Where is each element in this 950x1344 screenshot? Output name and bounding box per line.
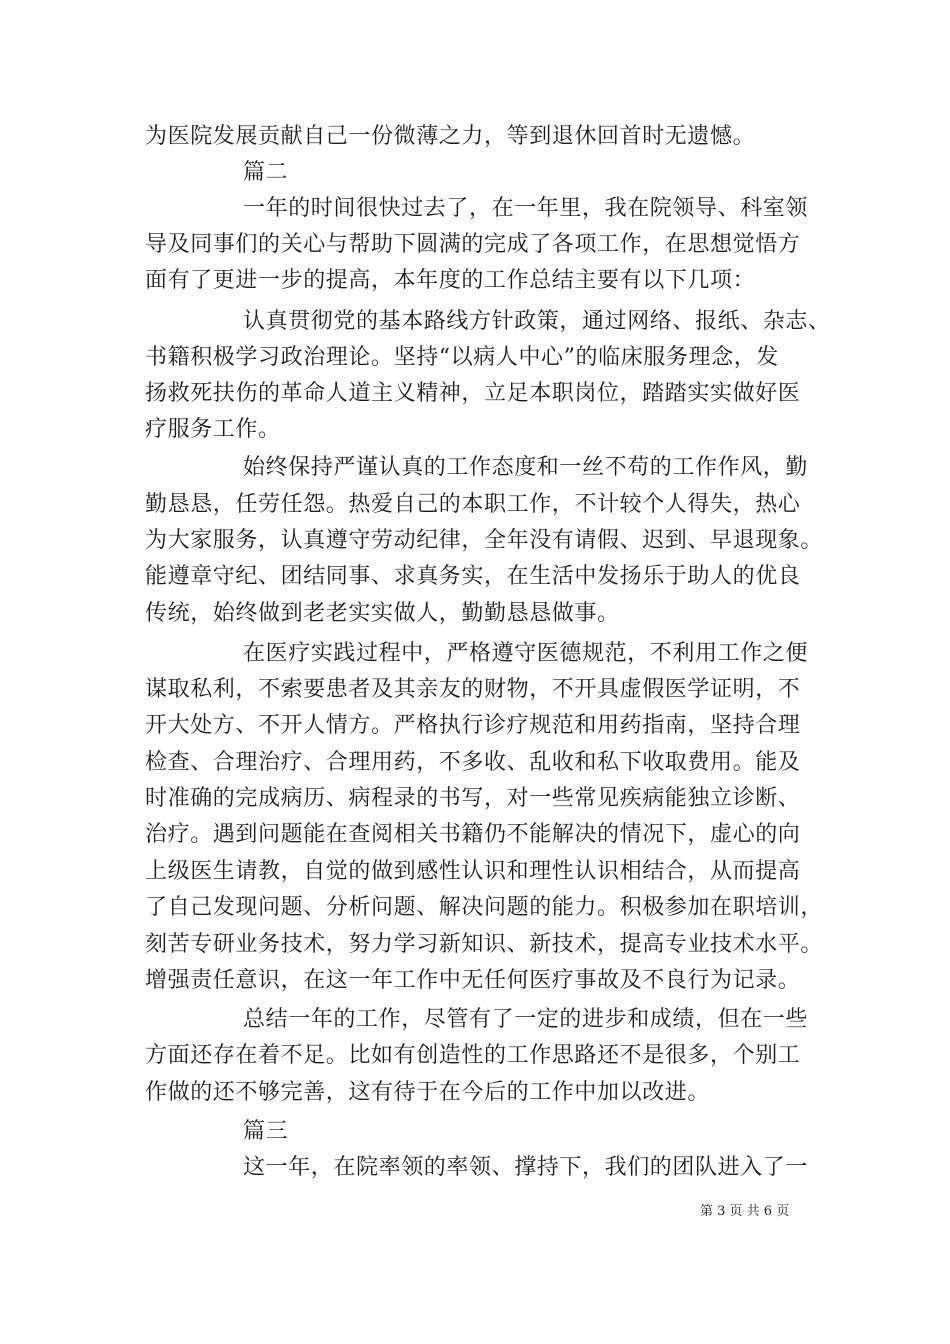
text-line: 检查、合理治疗、合理用药，不多收、乱收和私下收取费用。能及 [145,750,801,775]
text-line: 为大家服务，认真遵守劳动纪律，全年没有请假、迟到、早退现象。 [145,528,824,553]
page-number: 第 3 页 共 6 页 [700,1204,790,1219]
text-line: 一年的时间很快过去了，在一年里，我在院领导、科室领 [243,196,809,221]
text-line: 刻苦专研业务技术，努力学习新知识、新技术，提高专业技术水平。 [145,932,824,957]
text-line: 为医院发展贡献自己一份微薄之力，等到退休回首时无遗憾。 [145,124,756,149]
text-line: 能遵章守纪、团结同事、求真务实，在生活中发扬乐于助人的优良 [145,564,801,589]
text-line: 疗服务工作。 [145,417,281,442]
text-line: 书籍积极学习政治理论。坚持“以病人中心”的临床服务理念，发 [145,345,779,370]
text-line: 扬救死扶伤的革命人道主义精神，立足本职岗位，踏踏实实做好医 [145,381,801,406]
text-line: 了自己发现问题、分析问题、解决问题的能力。积极参加在职培训， [145,895,824,920]
text-line: 总结一年的工作，尽管有了一定的进步和成绩，但在一些 [243,1007,809,1032]
text-line: 增强责任意识，在这一年工作中无任何医疗事故及不良行为记录。 [145,968,801,993]
text-line: 在医疗实践过程中，严格遵守医德规范，不利用工作之便 [243,641,809,666]
text-line: 作做的还不够完善，这有待于在今后的工作中加以改进。 [145,1080,711,1105]
text-line: 治疗。遇到问题能在查阅相关书籍仍不能解决的情况下，虚心的向 [145,822,801,847]
text-line: 这一年，在院率领的率领、撑持下，我们的团队进入了一 [243,1155,809,1180]
text-line: 传统，始终做到老老实实做人，勤勤恳恳做事。 [145,601,620,626]
section-heading: 篇三 [243,1119,289,1144]
text-line: 谋取私利，不索要患者及其亲友的财物，不开具虚假医学证明，不 [145,677,801,702]
text-line: 时准确的完成病历、病程录的书写，对一些常见疾病能独立诊断、 [145,786,801,811]
text-line: 方面还存在着不足。比如有创造性的工作思路还不是很多，个别工 [145,1043,801,1068]
text-line: 勤恳恳，任劳任怨。热爱自己的本职工作，不计较个人得失，热心 [145,492,801,517]
text-line: 导及同事们的关心与帮助下圆满的完成了各项工作，在思想觉悟方 [145,232,801,257]
section-heading: 篇二 [243,160,289,185]
text-line: 开大处方、不开人情方。严格执行诊疗规范和用药指南，坚持合理 [145,713,801,738]
text-line: 认真贯彻党的基本路线方针政策，通过网络、报纸、杂志、 [243,309,831,334]
text-line: 面有了更进一步的提高，本年度的工作总结主要有以下几项： [145,268,756,293]
text-line: 始终保持严谨认真的工作态度和一丝不苟的工作作风，勤 [243,455,809,480]
text-line: 上级医生请教，自觉的做到感性认识和理性认识相结合，从而提高 [145,859,801,884]
